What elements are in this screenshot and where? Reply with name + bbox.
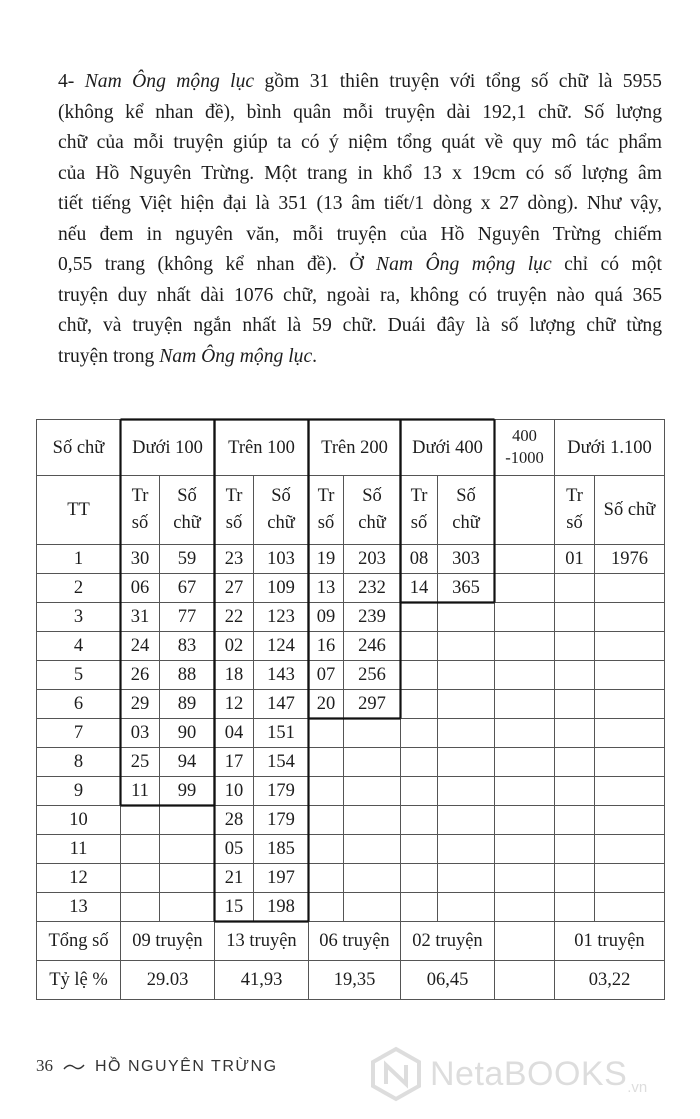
table-cell <box>401 719 438 748</box>
table-cell: 03 <box>121 719 160 748</box>
table-cell <box>160 835 215 864</box>
paragraph-line <box>58 220 662 251</box>
table-cell <box>401 690 438 719</box>
table-cell <box>595 661 665 690</box>
paragraph-line <box>58 159 662 190</box>
table-cell <box>555 690 595 719</box>
tr-label: Tr <box>566 486 583 506</box>
so-label: số <box>317 513 335 533</box>
table-cell: 303 <box>438 545 495 574</box>
n-logo-icon <box>368 1046 424 1102</box>
table-cell: 297 <box>344 690 401 719</box>
paragraph-line <box>58 250 662 281</box>
total-label: Tổng số <box>37 922 121 961</box>
table-cell <box>438 893 495 922</box>
line-text: chữ của mỗi truyện giúp ta có ý niệm tổng quát về quy mô tác phẩm <box>58 132 662 153</box>
paragraph-line <box>58 342 662 373</box>
table-cell: 179 <box>254 777 309 806</box>
table-cell <box>595 632 665 661</box>
table-cell <box>309 748 344 777</box>
total-tren-200: 06 truyện <box>309 922 401 961</box>
page-number: 36 <box>36 1056 53 1075</box>
table-row <box>37 806 665 835</box>
line-text: . <box>312 345 318 367</box>
table-cell <box>495 748 555 777</box>
table-cell <box>438 864 495 893</box>
so-label: số <box>566 513 583 533</box>
table-cell <box>401 661 438 690</box>
tr-label: Tr <box>225 486 243 506</box>
table-cell: 18 <box>215 661 254 690</box>
table-cell: 99 <box>160 777 215 806</box>
header-duoi-1100: Dưới 1.100 <box>555 420 665 476</box>
table-cell: 1976 <box>595 545 665 574</box>
table-row <box>37 777 665 806</box>
table-cell <box>495 661 555 690</box>
ratio-duoi-100: 29.03 <box>121 961 215 1000</box>
table-cell <box>495 603 555 632</box>
table-cell: 23 <box>215 545 254 574</box>
table-cell <box>555 574 595 603</box>
table-cell <box>438 603 495 632</box>
table-cell: 239 <box>344 603 401 632</box>
table-cell <box>160 864 215 893</box>
table-subheader-row <box>37 476 665 545</box>
table-row <box>37 545 665 574</box>
total-duoi-400: 02 truyện <box>401 922 495 961</box>
book-title: Nam Ông mộng lục <box>159 345 313 367</box>
table-cell <box>438 835 495 864</box>
total-tren-100: 13 truyện <box>215 922 309 961</box>
table-cell: 109 <box>254 574 309 603</box>
table-cell <box>438 719 495 748</box>
table-cell <box>401 893 438 922</box>
line-text: 0,55 trang (không kể nhan đề). Ở <box>58 254 377 275</box>
header-so-chu: Số chữ <box>37 420 121 476</box>
so-label: Số <box>177 486 197 506</box>
subheader-tt: TT <box>37 476 121 545</box>
table-cell <box>438 661 495 690</box>
table-cell <box>344 864 401 893</box>
so-label: Số <box>362 486 382 506</box>
tilde-ornament-icon <box>63 1062 85 1072</box>
table-cell <box>595 864 665 893</box>
ratio-duoi-400: 06,45 <box>401 961 495 1000</box>
table-cell <box>309 835 344 864</box>
row-index-cell: 2 <box>37 574 121 603</box>
ratio-400-1000 <box>495 961 555 1000</box>
table-cell: 124 <box>254 632 309 661</box>
watermark-brand: NetaBOOKS <box>430 1054 628 1093</box>
table-cell <box>438 632 495 661</box>
table-cell <box>595 690 665 719</box>
so-label: số <box>131 513 149 533</box>
tr-label: Tr <box>317 486 335 506</box>
table-cell <box>401 864 438 893</box>
table-cell <box>555 777 595 806</box>
table-cell: 185 <box>254 835 309 864</box>
page-footer <box>36 1056 278 1076</box>
table-cell: 06 <box>121 574 160 603</box>
table-cell <box>309 806 344 835</box>
table-cell: 179 <box>254 806 309 835</box>
table-cell <box>344 777 401 806</box>
table-cell <box>344 835 401 864</box>
row-index-cell: 6 <box>37 690 121 719</box>
tr-label: Tr <box>410 486 428 506</box>
table-cell: 203 <box>344 545 401 574</box>
watermark-suffix: .vn <box>627 1079 648 1096</box>
table-cell: 21 <box>215 864 254 893</box>
table-cell <box>555 835 595 864</box>
total-row <box>37 922 665 961</box>
row-index-cell: 13 <box>37 893 121 922</box>
table-cell: 26 <box>121 661 160 690</box>
line-text: truyện duy nhất dài 1076 chữ, ngoài ra, không có truyện nào quá 365 <box>58 284 662 306</box>
line-text: nếu đem in nguyên văn, mỗi truyện của Hồ Nguyên Trừng chiếm <box>58 223 662 245</box>
ratio-tren-200: 19,35 <box>309 961 401 1000</box>
subheader-so-chu <box>344 476 401 545</box>
table-cell: 14 <box>401 574 438 603</box>
table-cell: 198 <box>254 893 309 922</box>
table-cell <box>121 835 160 864</box>
table-cell: 16 <box>309 632 344 661</box>
table-row <box>37 632 665 661</box>
table-cell: 24 <box>121 632 160 661</box>
table-cell <box>401 603 438 632</box>
subheader-so-chu <box>160 476 215 545</box>
table-cell <box>595 806 665 835</box>
row-index-cell: 7 <box>37 719 121 748</box>
line-text: chỉ có một <box>551 254 662 275</box>
line-text: truyện trong <box>58 345 160 367</box>
table-cell <box>438 748 495 777</box>
table-cell <box>438 690 495 719</box>
table-cell <box>495 719 555 748</box>
table-header-row <box>37 420 665 476</box>
paragraph-line <box>58 189 662 220</box>
table-cell <box>344 748 401 777</box>
table-cell: 02 <box>215 632 254 661</box>
table-cell: 103 <box>254 545 309 574</box>
table-cell <box>121 864 160 893</box>
table-cell: 59 <box>160 545 215 574</box>
table-cell: 28 <box>215 806 254 835</box>
table-row <box>37 719 665 748</box>
table-cell <box>309 864 344 893</box>
body-paragraph <box>58 67 662 372</box>
table-cell: 67 <box>160 574 215 603</box>
row-index-cell: 4 <box>37 632 121 661</box>
table-cell: 09 <box>309 603 344 632</box>
subheader-so-chu-single: Số chữ <box>595 476 665 545</box>
table-cell <box>495 806 555 835</box>
table-cell <box>595 574 665 603</box>
subheader-tr-so <box>121 476 160 545</box>
table-cell: 151 <box>254 719 309 748</box>
table-cell: 246 <box>344 632 401 661</box>
table-cell: 88 <box>160 661 215 690</box>
table-cell: 77 <box>160 603 215 632</box>
subheader-tr-so <box>215 476 254 545</box>
book-title: Nam Ông mộng lục <box>376 254 552 275</box>
table-cell: 10 <box>215 777 254 806</box>
table-cell <box>555 632 595 661</box>
table-cell: 31 <box>121 603 160 632</box>
table-cell <box>495 835 555 864</box>
table-row <box>37 661 665 690</box>
table-cell <box>595 719 665 748</box>
table-cell <box>401 806 438 835</box>
table-cell <box>309 719 344 748</box>
table-cell: 04 <box>215 719 254 748</box>
table-cell: 256 <box>344 661 401 690</box>
table-cell <box>344 893 401 922</box>
table-cell: 94 <box>160 748 215 777</box>
header-400-bottom: -1000 <box>505 447 544 467</box>
table-cell: 123 <box>254 603 309 632</box>
table-cell <box>309 893 344 922</box>
row-index-cell: 12 <box>37 864 121 893</box>
header-tren-200: Trên 200 <box>309 420 401 476</box>
table-cell <box>121 893 160 922</box>
table-cell: 232 <box>344 574 401 603</box>
chu-label: chữ <box>358 513 386 533</box>
paragraph-line <box>58 281 662 312</box>
table-cell: 15 <box>215 893 254 922</box>
table-cell <box>595 777 665 806</box>
table-cell <box>595 835 665 864</box>
so-label: số <box>410 513 428 533</box>
table-cell <box>555 603 595 632</box>
table-cell <box>595 603 665 632</box>
so-label: Số <box>456 486 476 506</box>
table-row <box>37 603 665 632</box>
subheader-so-chu <box>254 476 309 545</box>
table-cell <box>160 893 215 922</box>
author-name: HỒ NGUYÊN TRỪNG <box>95 1058 278 1075</box>
table-cell: 197 <box>254 864 309 893</box>
paragraph-line <box>58 128 662 159</box>
table-cell <box>555 893 595 922</box>
paragraph-line <box>58 311 662 342</box>
table-cell: 08 <box>401 545 438 574</box>
row-index-cell: 5 <box>37 661 121 690</box>
subheader-tr-so <box>555 476 595 545</box>
table-cell <box>495 574 555 603</box>
ratio-duoi-1100: 03,22 <box>555 961 665 1000</box>
subheader-empty <box>495 476 555 545</box>
table-cell: 365 <box>438 574 495 603</box>
row-index-cell: 10 <box>37 806 121 835</box>
subheader-so-chu <box>438 476 495 545</box>
line-text: của Hồ Nguyên Trừng. Một trang in khổ 13 x 19cm có số lượng âm <box>58 162 662 184</box>
table-cell <box>401 632 438 661</box>
table-cell: 89 <box>160 690 215 719</box>
table-cell: 20 <box>309 690 344 719</box>
table-cell: 01 <box>555 545 595 574</box>
watermark <box>368 1046 647 1102</box>
table-cell <box>555 661 595 690</box>
header-tren-100: Trên 100 <box>215 420 309 476</box>
table-cell <box>121 806 160 835</box>
subheader-tr-so <box>401 476 438 545</box>
paragraph-line <box>58 67 662 98</box>
table-cell <box>309 777 344 806</box>
header-duoi-400: Dưới 400 <box>401 420 495 476</box>
row-index-cell: 8 <box>37 748 121 777</box>
table-cell: 83 <box>160 632 215 661</box>
table-cell <box>555 806 595 835</box>
table-cell: 13 <box>309 574 344 603</box>
table-cell <box>595 893 665 922</box>
table-cell <box>495 545 555 574</box>
ratio-label: Tỷ lệ % <box>37 961 121 1000</box>
total-duoi-1100: 01 truyện <box>555 922 665 961</box>
table-cell <box>438 777 495 806</box>
table-cell: 90 <box>160 719 215 748</box>
table-cell: 154 <box>254 748 309 777</box>
table-cell <box>401 835 438 864</box>
table-cell: 27 <box>215 574 254 603</box>
table-row <box>37 864 665 893</box>
table-row <box>37 893 665 922</box>
table-cell: 11 <box>121 777 160 806</box>
table-cell <box>495 893 555 922</box>
ratio-tren-100: 41,93 <box>215 961 309 1000</box>
table-cell <box>160 806 215 835</box>
line-text: gồm 31 thiên truyện với tổng số chữ là 5955 <box>254 71 662 92</box>
tr-label: Tr <box>131 486 149 506</box>
chu-label: chữ <box>452 513 480 533</box>
table-cell <box>344 719 401 748</box>
row-index-cell: 11 <box>37 835 121 864</box>
table-cell: 29 <box>121 690 160 719</box>
table-cell <box>555 719 595 748</box>
table-cell <box>495 632 555 661</box>
table-cell: 30 <box>121 545 160 574</box>
table-cell: 143 <box>254 661 309 690</box>
total-400-1000 <box>495 922 555 961</box>
row-index-cell: 1 <box>37 545 121 574</box>
line-text: 4- <box>58 71 85 92</box>
table-cell: 05 <box>215 835 254 864</box>
table-cell <box>555 748 595 777</box>
table-cell: 17 <box>215 748 254 777</box>
word-count-table <box>36 419 665 1000</box>
table-cell <box>495 777 555 806</box>
table-cell: 12 <box>215 690 254 719</box>
line-text: chữ, và truyện ngắn nhất là 59 chữ. Duái đây là số lượng chữ từng <box>58 315 662 336</box>
table-cell <box>401 748 438 777</box>
total-duoi-100: 09 truyện <box>121 922 215 961</box>
table-row <box>37 835 665 864</box>
table-cell: 19 <box>309 545 344 574</box>
table-cell <box>555 864 595 893</box>
table-cell <box>401 777 438 806</box>
table-cell <box>495 864 555 893</box>
table-cell: 25 <box>121 748 160 777</box>
table-row <box>37 574 665 603</box>
table-cell: 147 <box>254 690 309 719</box>
book-title: Nam Ông mộng lục <box>84 71 255 92</box>
line-text: tiết tiếng Việt hiện đại là 351 (13 âm tiết/1 dòng x 27 dòng). Như vậy, <box>58 193 662 214</box>
line-text: (không kể nhan đề), bình quân mỗi truyện dài 192,1 chữ. Số lượng <box>58 101 662 123</box>
subheader-tr-so <box>309 476 344 545</box>
so-label: số <box>225 513 243 533</box>
table-cell <box>495 690 555 719</box>
table-cell: 22 <box>215 603 254 632</box>
table-row <box>37 690 665 719</box>
header-duoi-100: Dưới 100 <box>121 420 215 476</box>
ratio-row <box>37 961 665 1000</box>
header-400-1000 <box>495 420 555 476</box>
chu-label: chữ <box>267 513 295 533</box>
table-cell <box>438 806 495 835</box>
paragraph-line <box>58 98 662 129</box>
table-cell: 07 <box>309 661 344 690</box>
table-row <box>37 748 665 777</box>
table-cell <box>344 806 401 835</box>
header-400-top: 400 <box>512 425 537 445</box>
row-index-cell: 9 <box>37 777 121 806</box>
so-label: Số <box>271 486 291 506</box>
chu-label: chữ <box>173 513 201 533</box>
row-index-cell: 3 <box>37 603 121 632</box>
table-cell <box>595 748 665 777</box>
